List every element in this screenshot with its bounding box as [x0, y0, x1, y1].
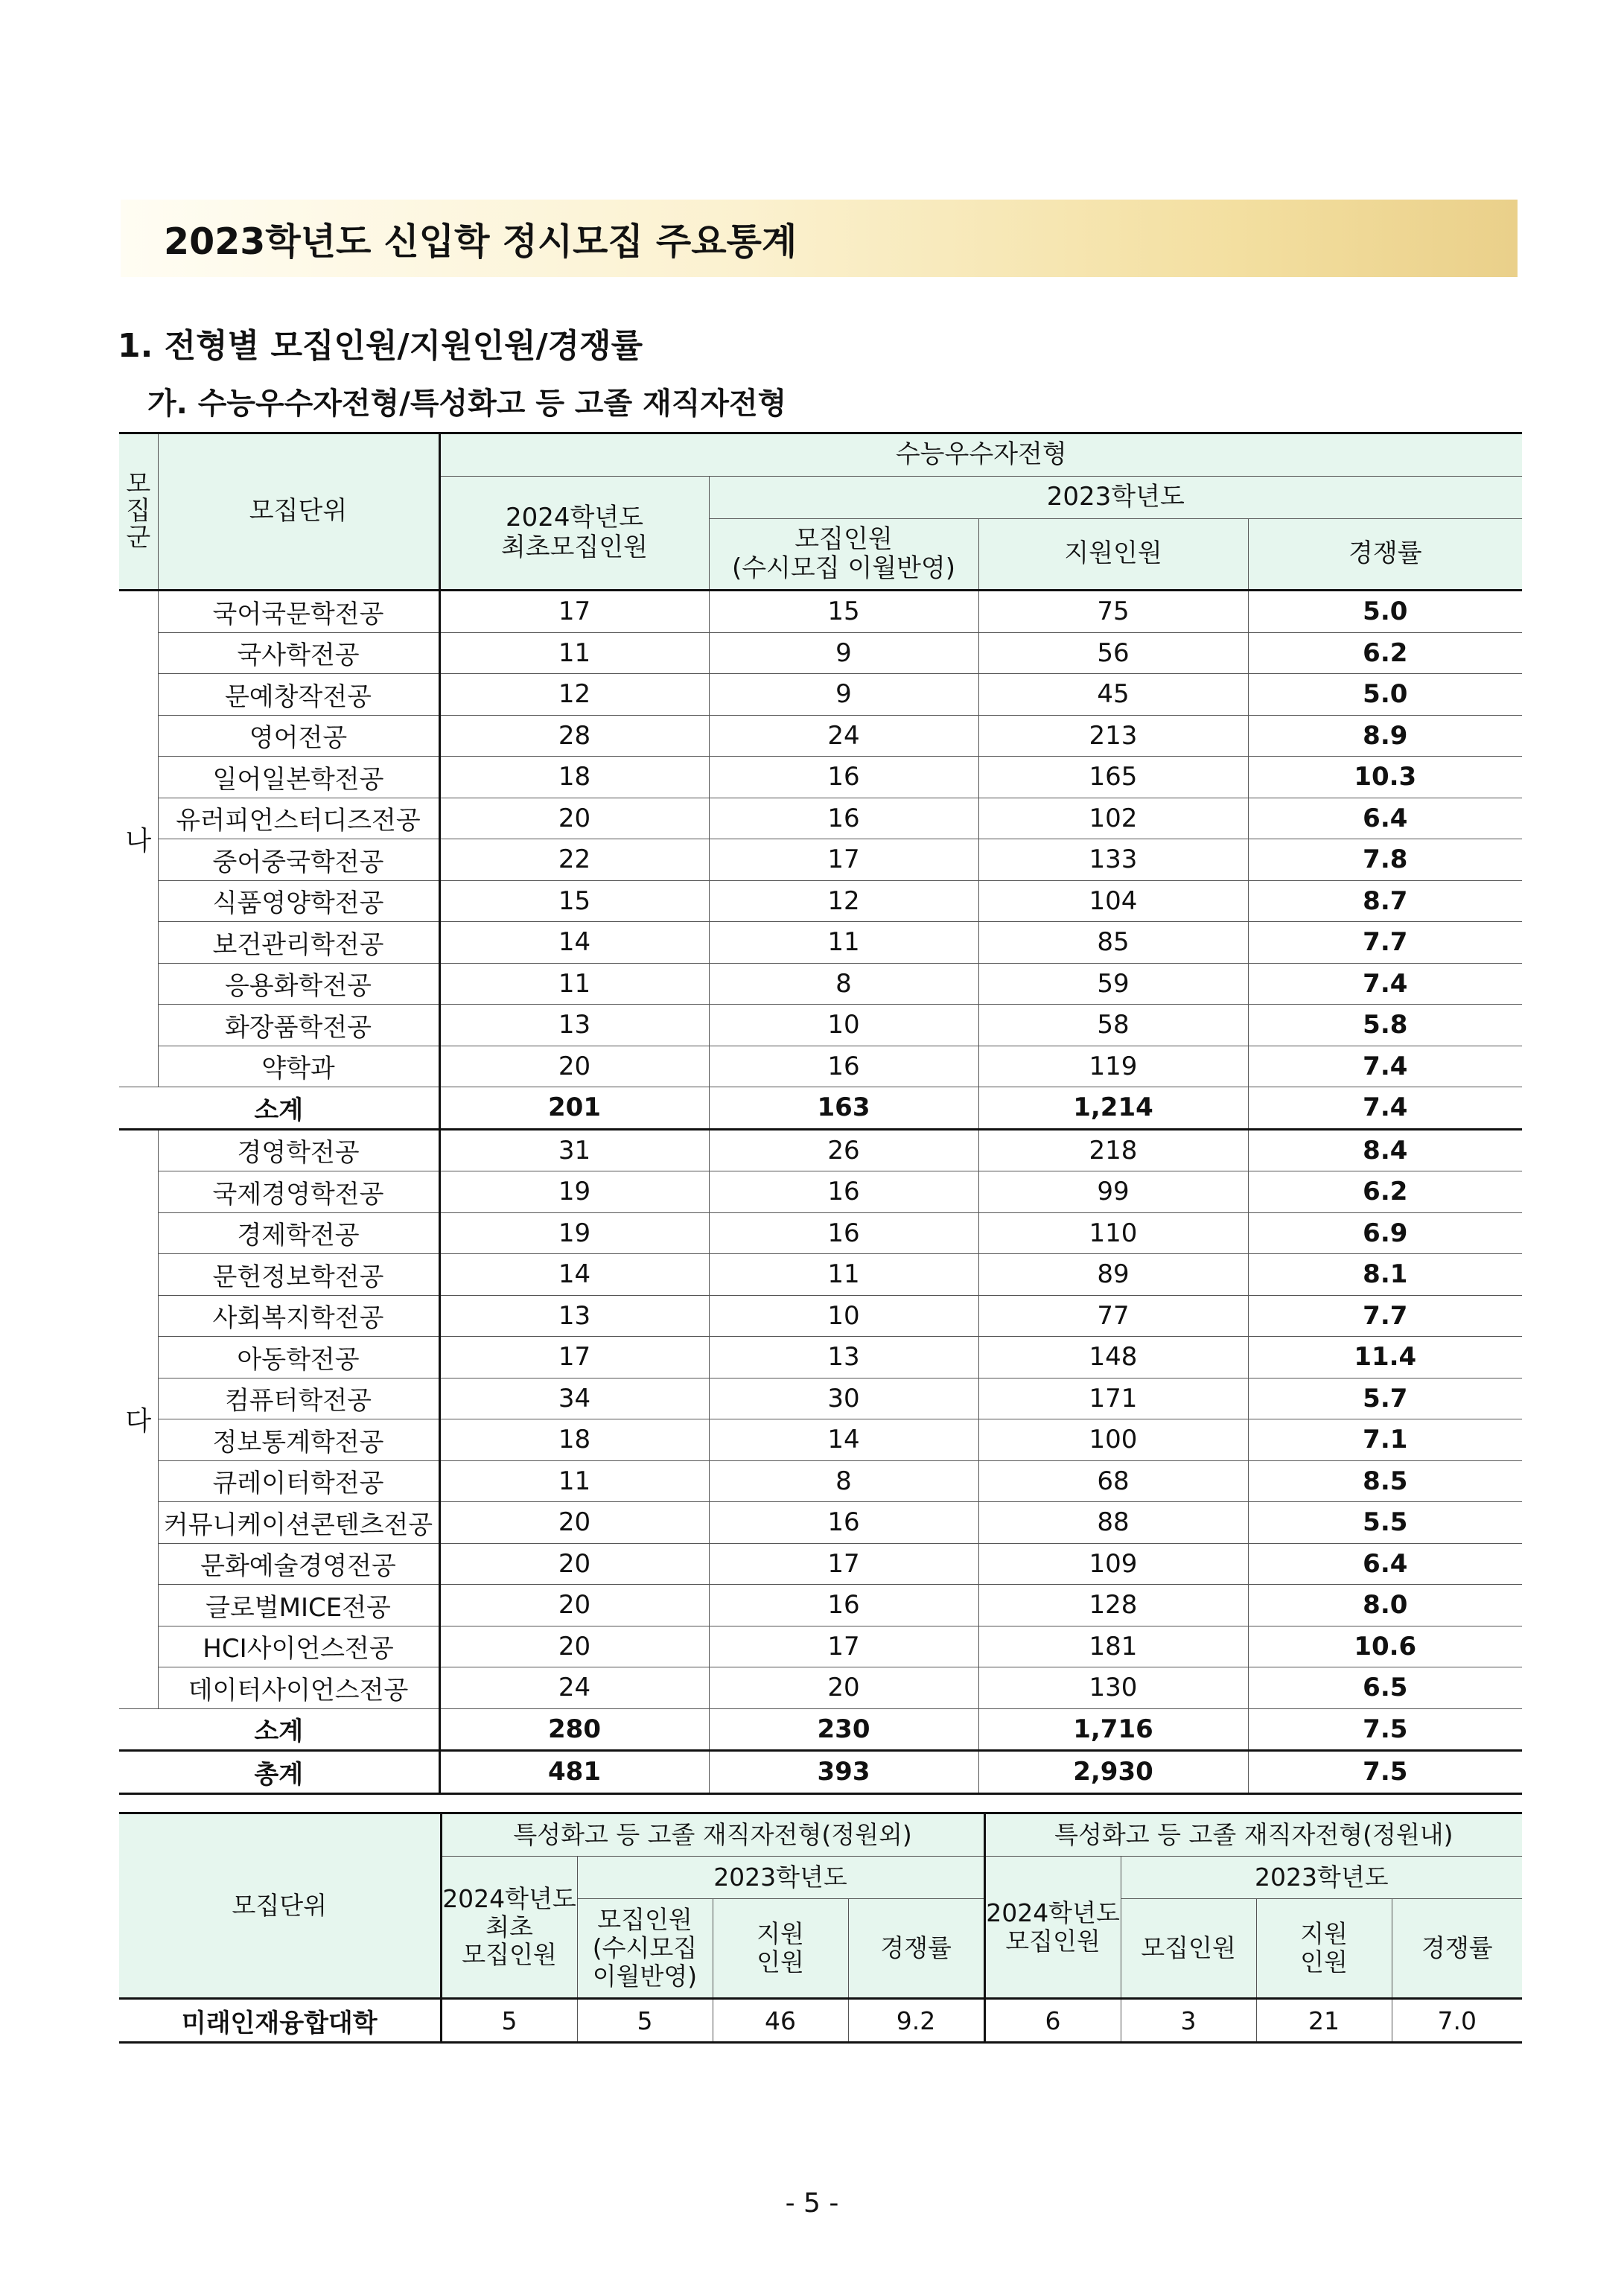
header-left-recruit: 모집인원 (수시모집 이월반영) — [577, 1899, 713, 1999]
recruit-2023-cell: 16 — [709, 1171, 978, 1213]
subtotal-applicants: 1,716 — [978, 1708, 1248, 1751]
recruit-2023-cell: 30 — [709, 1378, 978, 1419]
table-row — [119, 591, 1522, 633]
section-heading: 1. 전형별 모집인원/지원인원/경쟁률 — [118, 327, 643, 365]
table-row — [119, 1337, 1522, 1378]
rate-cell: 6.2 — [1248, 1171, 1522, 1213]
header-recruit-2024: 2024학년도 최초모집인원 — [439, 477, 709, 591]
subtotal-row — [119, 1708, 1522, 1751]
unit-cell: 중어중국학전공 — [158, 839, 439, 881]
subtotal-row — [119, 1087, 1522, 1130]
applicants-cell: 171 — [978, 1378, 1248, 1419]
recruit-2023-cell: 16 — [709, 1585, 978, 1626]
unit-cell: 문화예술경영전공 — [158, 1543, 439, 1585]
total-label: 총계 — [119, 1751, 439, 1794]
recruit-2024-cell: 20 — [439, 1543, 709, 1585]
table-row — [119, 1378, 1522, 1419]
applicants-cell: 99 — [978, 1171, 1248, 1213]
recruit-2024-cell: 19 — [439, 1212, 709, 1254]
header-rate: 경쟁률 — [1248, 519, 1522, 591]
recruit-2023-cell: 14 — [709, 1419, 978, 1461]
header-left-rate: 경쟁률 — [848, 1899, 984, 1999]
recruit-2024-cell: 28 — [439, 715, 709, 757]
left-rate-cell: 9.2 — [848, 1999, 984, 2043]
applicants-cell: 89 — [978, 1254, 1248, 1296]
header-left-applicants: 지원 인원 — [713, 1899, 848, 1999]
page-number: - 5 - — [785, 2188, 839, 2219]
table-row — [119, 1585, 1522, 1626]
unit-cell: 영어전공 — [158, 715, 439, 757]
unit-cell: 큐레이터학전공 — [158, 1460, 439, 1502]
recruit-2024-cell: 20 — [439, 1502, 709, 1544]
applicants-cell: 104 — [978, 880, 1248, 922]
recruit-2024-cell: 31 — [439, 1129, 709, 1171]
subtotal-rate: 7.4 — [1248, 1087, 1522, 1130]
total-rate: 7.5 — [1248, 1751, 1522, 1794]
applicants-cell: 181 — [978, 1626, 1248, 1667]
table-row — [119, 674, 1522, 716]
unit-cell: 컴퓨터학전공 — [158, 1378, 439, 1419]
table-row — [119, 1999, 1522, 2043]
total-applicants: 2,930 — [978, 1751, 1248, 1794]
recruit-2023-cell: 20 — [709, 1667, 978, 1709]
rate-cell: 6.4 — [1248, 798, 1522, 839]
applicants-cell: 58 — [978, 1005, 1248, 1046]
unit-cell: 약학과 — [158, 1046, 439, 1087]
unit-cell: 보건관리학전공 — [158, 922, 439, 964]
rate-cell: 8.5 — [1248, 1460, 1522, 1502]
subtotal-rate: 7.5 — [1248, 1708, 1522, 1751]
applicants-cell: 75 — [978, 591, 1248, 633]
header-year-2023: 2023학년도 — [709, 477, 1522, 519]
rate-cell: 6.5 — [1248, 1667, 1522, 1709]
recruit-2023-cell: 8 — [709, 1460, 978, 1502]
recruit-2023-cell: 17 — [709, 1626, 978, 1667]
unit-cell: 글로벌MICE전공 — [158, 1585, 439, 1626]
table-row — [119, 1046, 1522, 1087]
table-row — [119, 1254, 1522, 1296]
recruit-2023-cell: 24 — [709, 715, 978, 757]
applicants-cell: 102 — [978, 798, 1248, 839]
unit-cell: HCI사이언스전공 — [158, 1626, 439, 1667]
recruit-2023-cell: 9 — [709, 674, 978, 716]
header-right-2024: 2024학년도 모집인원 — [984, 1857, 1121, 1999]
rate-cell: 8.1 — [1248, 1254, 1522, 1296]
header-csat: 수능우수자전형 — [439, 433, 1522, 477]
recruit-2024-cell: 17 — [439, 1337, 709, 1378]
unit-cell: 문헌정보학전공 — [158, 1254, 439, 1296]
rate-cell: 7.8 — [1248, 839, 1522, 881]
table-row — [119, 798, 1522, 839]
right-applicants-cell: 21 — [1256, 1999, 1392, 2043]
rate-cell: 7.7 — [1248, 1295, 1522, 1337]
left-2023-cell: 5 — [577, 1999, 713, 2043]
recruit-2024-cell: 14 — [439, 922, 709, 964]
table-row — [119, 757, 1522, 798]
page-title: 2023학년도 신입학 정시모집 주요통계 — [164, 220, 797, 263]
title-banner — [121, 200, 1518, 277]
rate-cell: 5.7 — [1248, 1378, 1522, 1419]
header-left-year-2023: 2023학년도 — [577, 1857, 984, 1899]
header-unit: 모집단위 — [119, 1813, 441, 1999]
header-inside-quota: 특성화고 등 고졸 재직자전형(정원내) — [984, 1813, 1522, 1857]
header-applicants: 지원인원 — [978, 519, 1248, 591]
rate-cell: 10.6 — [1248, 1626, 1522, 1667]
applicants-cell: 68 — [978, 1460, 1248, 1502]
recruit-2023-cell: 15 — [709, 591, 978, 633]
recruit-2023-cell: 12 — [709, 880, 978, 922]
recruit-2024-cell: 11 — [439, 963, 709, 1005]
rate-cell: 5.8 — [1248, 1005, 1522, 1046]
recruit-2023-cell: 10 — [709, 1295, 978, 1337]
subtotal-applicants: 1,214 — [978, 1087, 1248, 1130]
applicants-cell: 109 — [978, 1543, 1248, 1585]
group-cell: 다 — [119, 1129, 158, 1708]
table-row — [119, 1543, 1522, 1585]
header-right-rate: 경쟁률 — [1392, 1899, 1522, 1999]
unit-cell: 응용화학전공 — [158, 963, 439, 1005]
recruit-2023-cell: 11 — [709, 1254, 978, 1296]
header-group: 모 집 군 — [119, 433, 158, 591]
recruit-2023-cell: 9 — [709, 632, 978, 674]
rate-cell: 8.7 — [1248, 880, 1522, 922]
recruit-2024-cell: 11 — [439, 1460, 709, 1502]
recruit-2024-cell: 13 — [439, 1295, 709, 1337]
rate-cell: 8.9 — [1248, 715, 1522, 757]
recruit-2023-cell: 16 — [709, 798, 978, 839]
recruit-2024-cell: 24 — [439, 1667, 709, 1709]
recruit-2024-cell: 20 — [439, 1585, 709, 1626]
header-right-recruit: 모집인원 — [1121, 1899, 1256, 1999]
table-row — [119, 1005, 1522, 1046]
table-row — [119, 1626, 1522, 1667]
header-left-2024: 2024학년도 최초 모집인원 — [441, 1857, 577, 1999]
recruit-2023-cell: 26 — [709, 1129, 978, 1171]
recruit-2023-cell: 17 — [709, 839, 978, 881]
recruit-2024-cell: 17 — [439, 591, 709, 633]
applicants-cell: 148 — [978, 1337, 1248, 1378]
applicants-cell: 128 — [978, 1585, 1248, 1626]
table-row — [119, 963, 1522, 1005]
applicants-cell: 59 — [978, 963, 1248, 1005]
applicants-cell: 45 — [978, 674, 1248, 716]
recruit-2024-cell: 11 — [439, 632, 709, 674]
applicants-cell: 133 — [978, 839, 1248, 881]
unit-cell: 정보통계학전공 — [158, 1419, 439, 1461]
recruit-2024-cell: 15 — [439, 880, 709, 922]
table-row — [119, 632, 1522, 674]
rate-cell: 8.4 — [1248, 1129, 1522, 1171]
section-subheading: 가. 수능우수자전형/특성화고 등 고졸 재직자전형 — [147, 387, 787, 421]
applicants-cell: 218 — [978, 1129, 1248, 1171]
table-row — [119, 1419, 1522, 1461]
rate-cell: 6.2 — [1248, 632, 1522, 674]
subtotal-2023: 230 — [709, 1708, 978, 1751]
csat-admission-table — [119, 432, 1522, 1795]
applicants-cell: 119 — [978, 1046, 1248, 1087]
header-right-year-2023: 2023학년도 — [1121, 1857, 1522, 1899]
unit-cell: 국어국문학전공 — [158, 591, 439, 633]
unit-cell: 데이터사이언스전공 — [158, 1667, 439, 1709]
left-applicants-cell: 46 — [713, 1999, 848, 2043]
rate-cell: 10.3 — [1248, 757, 1522, 798]
unit-cell: 경영학전공 — [158, 1129, 439, 1171]
recruit-2024-cell: 13 — [439, 1005, 709, 1046]
recruit-2023-cell: 13 — [709, 1337, 978, 1378]
recruit-2023-cell: 16 — [709, 1212, 978, 1254]
total-row — [119, 1751, 1522, 1794]
recruit-2024-cell: 22 — [439, 839, 709, 881]
applicants-cell: 110 — [978, 1212, 1248, 1254]
table-row — [119, 715, 1522, 757]
recruit-2024-cell: 19 — [439, 1171, 709, 1213]
recruit-2024-cell: 20 — [439, 1046, 709, 1087]
right-2023-cell: 3 — [1121, 1999, 1256, 2043]
recruit-2024-cell: 34 — [439, 1378, 709, 1419]
recruit-2023-cell: 11 — [709, 922, 978, 964]
recruit-2024-cell: 12 — [439, 674, 709, 716]
recruit-2023-cell: 16 — [709, 1502, 978, 1544]
applicants-cell: 100 — [978, 1419, 1248, 1461]
subtotal-2024: 280 — [439, 1708, 709, 1751]
header-unit: 모집단위 — [158, 433, 439, 591]
recruit-2024-cell: 20 — [439, 1626, 709, 1667]
recruit-2023-cell: 16 — [709, 1046, 978, 1087]
header-outside-quota: 특성화고 등 고졸 재직자전형(정원외) — [441, 1813, 984, 1857]
unit-cell: 화장품학전공 — [158, 1005, 439, 1046]
header-right-applicants: 지원 인원 — [1256, 1899, 1392, 1999]
recruit-2024-cell: 18 — [439, 1419, 709, 1461]
unit-cell: 식품영양학전공 — [158, 880, 439, 922]
unit-cell: 커뮤니케이션콘텐츠전공 — [158, 1502, 439, 1544]
recruit-2023-cell: 8 — [709, 963, 978, 1005]
subtotal-2024: 201 — [439, 1087, 709, 1130]
subtotal-label: 소계 — [119, 1087, 439, 1130]
rate-cell: 5.0 — [1248, 674, 1522, 716]
rate-cell: 5.0 — [1248, 591, 1522, 633]
applicants-cell: 165 — [978, 757, 1248, 798]
unit-cell: 문예창작전공 — [158, 674, 439, 716]
unit-cell: 사회복지학전공 — [158, 1295, 439, 1337]
recruit-2023-cell: 10 — [709, 1005, 978, 1046]
rate-cell: 11.4 — [1248, 1337, 1522, 1378]
recruit-2023-cell: 17 — [709, 1543, 978, 1585]
recruit-2024-cell: 18 — [439, 757, 709, 798]
subtotal-label: 소계 — [119, 1708, 439, 1751]
unit-cell: 경제학전공 — [158, 1212, 439, 1254]
applicants-cell: 56 — [978, 632, 1248, 674]
unit-cell: 국제경영학전공 — [158, 1171, 439, 1213]
unit-cell: 국사학전공 — [158, 632, 439, 674]
rate-cell: 7.7 — [1248, 922, 1522, 964]
applicants-cell: 88 — [978, 1502, 1248, 1544]
table-row — [119, 880, 1522, 922]
rate-cell: 7.4 — [1248, 963, 1522, 1005]
right-rate-cell: 7.0 — [1392, 1999, 1522, 2043]
applicants-cell: 130 — [978, 1667, 1248, 1709]
unit-cell: 미래인재융합대학 — [119, 1999, 441, 2043]
applicants-cell: 77 — [978, 1295, 1248, 1337]
table-row — [119, 1460, 1522, 1502]
recruit-2023-cell: 16 — [709, 757, 978, 798]
table-row — [119, 1212, 1522, 1254]
rate-cell: 8.0 — [1248, 1585, 1522, 1626]
rate-cell: 7.1 — [1248, 1419, 1522, 1461]
unit-cell: 일어일본학전공 — [158, 757, 439, 798]
total-2024: 481 — [439, 1751, 709, 1794]
group-cell: 나 — [119, 591, 158, 1087]
applicants-cell: 213 — [978, 715, 1248, 757]
table-row — [119, 839, 1522, 881]
table-row — [119, 1295, 1522, 1337]
unit-cell: 아동학전공 — [158, 1337, 439, 1378]
rate-cell: 6.4 — [1248, 1543, 1522, 1585]
applicants-cell: 85 — [978, 922, 1248, 964]
header-recruit-2023: 모집인원 (수시모집 이월반영) — [709, 519, 978, 591]
recruit-2024-cell: 14 — [439, 1254, 709, 1296]
subtotal-2023: 163 — [709, 1087, 978, 1130]
table-row — [119, 1129, 1522, 1171]
rate-cell: 6.9 — [1248, 1212, 1522, 1254]
rate-cell: 5.5 — [1248, 1502, 1522, 1544]
right-2024-cell: 6 — [984, 1999, 1121, 2043]
rate-cell: 7.4 — [1248, 1046, 1522, 1087]
table-row — [119, 922, 1522, 964]
total-2023: 393 — [709, 1751, 978, 1794]
unit-cell: 유러피언스터디즈전공 — [158, 798, 439, 839]
left-2024-cell: 5 — [441, 1999, 577, 2043]
table-row — [119, 1171, 1522, 1213]
table-row — [119, 1502, 1522, 1544]
recruit-2024-cell: 20 — [439, 798, 709, 839]
table-row — [119, 1667, 1522, 1709]
vocational-admission-table — [119, 1812, 1522, 2044]
